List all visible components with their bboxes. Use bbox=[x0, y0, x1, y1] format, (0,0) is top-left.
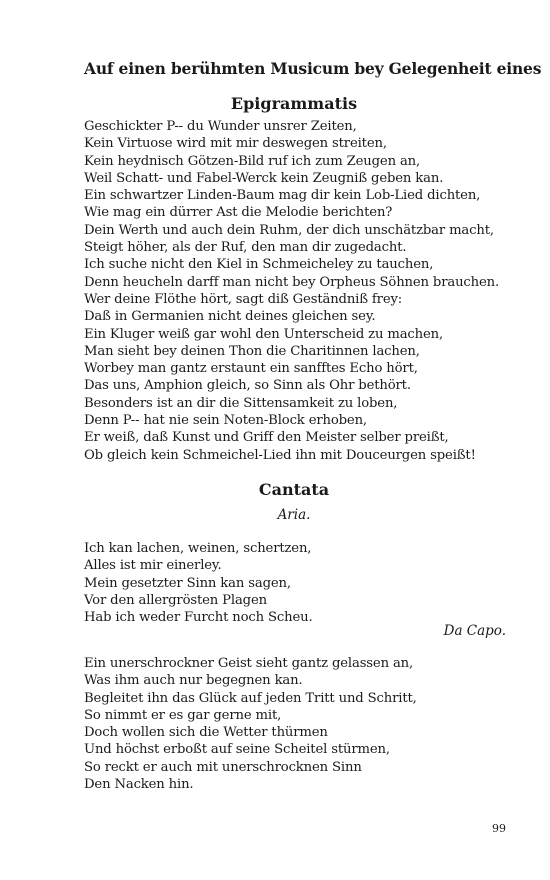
recitative-line: Ein unerschrockner Geist sieht gantz gelassen an, bbox=[84, 656, 414, 671]
poem-line: Man sieht bey deinen Thon die Charitinnen lachen, bbox=[84, 343, 420, 359]
recitative-line: Doch wollen sich die Wetter thürmen bbox=[84, 725, 328, 741]
recitative-line: Den Nacken hin. bbox=[84, 777, 194, 793]
recitative-line: Begleitet ihn das Glück auf jeden Tritt und Schritt, bbox=[84, 690, 417, 706]
poem-title-line-2: Epigrammatis bbox=[230, 94, 358, 113]
poem-line: Das uns, Amphion gleich, so Sinn als Ohr bethört. bbox=[84, 378, 411, 394]
poem-line: Kein heydnisch Götzen-Bild ruf ich zum Zeugen an, bbox=[84, 153, 421, 169]
poem-line: Geschickter P-- du Wunder unsrer Zeiten, bbox=[84, 119, 357, 134]
poem-line: Steigt höher, als der Ruf, den man dir zugedacht. bbox=[84, 240, 407, 256]
aria-text bbox=[84, 540, 524, 626]
poem-line: Kein Virtuose wird mit mir deswegen streiten, bbox=[84, 136, 387, 152]
poem-line: Wer deine Flöthe hört, sagt diß Geständniß frey: bbox=[84, 291, 403, 307]
aria-line: Ich kan lachen, weinen, schertzen, bbox=[84, 541, 312, 556]
cantata-title: Cantata bbox=[258, 480, 330, 499]
recitative-line: So reckt er auch mit unerschrocknen Sinn bbox=[84, 759, 362, 775]
aria-line: Mein gesetzter Sinn kan sagen, bbox=[84, 575, 291, 591]
poem-line: Wie mag ein dürrer Ast die Melodie berichten? bbox=[84, 205, 393, 221]
poem-line: Ein Kluger weiß gar wohl den Unterscheid zu machen, bbox=[84, 326, 444, 342]
poem-line: Denn heucheln darff man nicht bey Orpheus Söhnen brauchen. bbox=[84, 274, 500, 290]
aria-line: Vor den allergrösten Plagen bbox=[84, 592, 267, 608]
poem-line: Besonders ist an dir die Sittensamkeit zu loben, bbox=[84, 395, 398, 411]
poem-line: Dein Werth und auch dein Ruhm, der dich unschätzbar macht, bbox=[84, 222, 494, 238]
poem-line: Ob gleich kein Schmeichel-Lied ihn mit Douceurgen speißt! bbox=[84, 447, 476, 463]
da-capo-marking: Da Capo. bbox=[443, 623, 506, 639]
recitative-line: Und höchst erboßt auf seine Scheitel stürmen, bbox=[84, 742, 390, 758]
poem-line: Worbey man gantz erstaunt ein sanfftes Echo hört, bbox=[84, 361, 418, 377]
poem-title-line-1: Auf einen berühmten Musicum bey Gelegenheit eines bbox=[84, 59, 542, 78]
page-number: 99 bbox=[492, 822, 506, 835]
recitative-line: So nimmt er es gar gerne mit, bbox=[84, 707, 282, 723]
aria-label: Aria. bbox=[277, 507, 311, 523]
poem-line: Er weiß, daß Kunst und Griff den Meister selber preißt, bbox=[84, 430, 449, 446]
poem-line: Daß in Germanien nicht deines gleichen sey. bbox=[84, 309, 376, 325]
aria-line: Alles ist mir einerley. bbox=[84, 558, 222, 574]
poem-line: Weil Schatt- und Fabel-Werck kein Zeugniß geben kan. bbox=[84, 170, 444, 186]
poem-line: Ein schwartzer Linden-Baum mag dir kein Lob-Lied dichten, bbox=[84, 188, 481, 204]
recitative-text bbox=[84, 655, 524, 793]
poem-body bbox=[84, 118, 524, 464]
poem-line: Denn P-- hat nie sein Noten-Block erhoben, bbox=[84, 413, 367, 429]
aria-line: Hab ich weder Furcht noch Scheu. bbox=[84, 610, 313, 626]
poem-line: Ich suche nicht den Kiel in Schmeicheley zu tauchen, bbox=[84, 257, 434, 273]
recitative-line: Was ihm auch nur begegnen kan. bbox=[84, 673, 303, 689]
